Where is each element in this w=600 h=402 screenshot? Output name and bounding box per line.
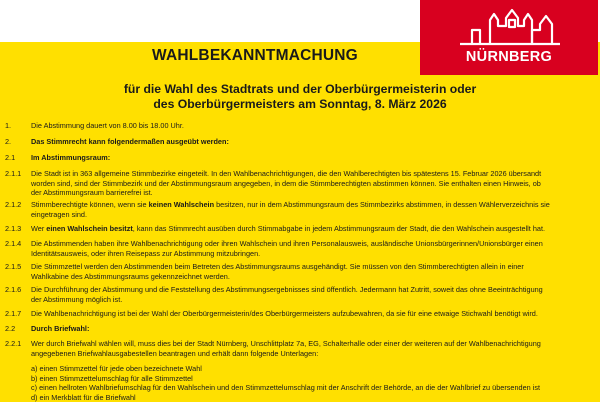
item-text [31, 285, 591, 304]
castle-icon [420, 0, 598, 48]
item-text: Durch Briefwahl: [31, 324, 591, 334]
item-text [31, 262, 591, 281]
text-line: a) einen Stimmzettel für jede oben bezeichnete Wahl [31, 364, 591, 374]
item-text [31, 339, 591, 402]
text-part: besitzen, nur in dem Abstimmungsraum des Stimmbezirks abstimmen, in dessen Wählerverzeichnis sie [214, 200, 550, 209]
text-part: Wer [31, 224, 46, 233]
item-number: 2.1.5 [5, 262, 21, 272]
logo-text: NÜRNBERG [420, 49, 598, 65]
text-part: Stimmberechtigte können, wenn sie [31, 200, 149, 209]
text-line: Identitätsausweis, oder ihren Reisepass zur Abstimmung mitzubringen. [31, 249, 591, 259]
text-part: , kann das Stimmrecht ausüben durch Stimmabgabe in jedem Abstimmungsraum der Stadt, die den Wahlschein ausgestellt hat. [133, 224, 545, 233]
item-number: 2. [5, 137, 11, 147]
item-number: 2.1 [5, 153, 15, 163]
bold-text: einen Wahlschein besitzt [46, 224, 133, 233]
item-number: 2.1.3 [5, 224, 21, 234]
text-line: d) ein Merkblatt für die Briefwahl [31, 393, 591, 402]
text-line: der Abstimmungsraum barrierefrei ist. [31, 188, 591, 198]
text-line: Die Abstimmenden haben ihre Wahlbenachrichtigung oder ihren Wahlschein und ihren Personalausweis, ausländische Unionsbürgerinnen/Unionsbürger einen [31, 239, 591, 249]
text-line: Die Stimmzettel werden den Abstimmenden beim Betreten des Abstimmungsraums ausgehändigt. Sie müssen von den Stimmberechtigten allein in einer [31, 262, 591, 272]
text-line: angegebenen Briefwahlausgabestellen beantragen und erhält dann folgende Unterlagen: [31, 349, 591, 359]
text-line: Die Durchführung der Abstimmung und die Feststellung des Abstimmungsergebnisses sind öffentlich. Jedermann hat Zutritt, soweit das ohne Beeinträchtigung [31, 285, 591, 295]
item-number: 2.1.1 [5, 169, 21, 179]
text-line: c) einen hellroten Wahlbriefumschlag für den Wahlschein und den Stimmzettelumschlag mit der Anschrift der Behörde, an die der Wahlbrief zu übersenden ist [31, 383, 591, 393]
page-title: WAHLBEKANNTMACHUNG [152, 47, 358, 65]
item-text [31, 169, 591, 198]
item-number: 2.1.7 [5, 309, 21, 319]
item-number: 1. [5, 121, 11, 131]
item-number: 2.2.1 [5, 339, 21, 349]
text-line: Wahlkabine des Abstimmungsraums gekennzeichnet werden. [31, 272, 591, 282]
subtitle-line-1: für die Wahl des Stadtrats und der Oberbürgermeisterin oder [0, 82, 600, 97]
item-text [31, 224, 591, 234]
text-line: b) einen Stimmzettelumschlag für alle Stimmzettel [31, 374, 591, 384]
item-text: Das Stimmrecht kann folgendermaßen ausgeübt werden: [31, 137, 591, 147]
item-text [31, 239, 591, 258]
item-text: Die Wahlbenachrichtigung ist bei der Wahl der Oberbürgermeisterin/des Oberbürgermeisters aufzubewahren, da sie für eine etwaige Stichwahl benötigt wird. [31, 309, 591, 319]
text-line: Wer durch Briefwahl wählen will, muss dies bei der Stadt Nürnberg, Unschlittplatz 7a, EG, Schalterhalle oder einer der weiteren auf der Wahlbenachrichtigung [31, 339, 591, 349]
item-number: 2.2 [5, 324, 15, 334]
item-text: Im Abstimmungsraum: [31, 153, 591, 163]
text-line: eingetragen sind. [31, 210, 591, 220]
subtitle [0, 82, 600, 112]
text-line: der Abstimmung möglich ist. [31, 295, 591, 305]
item-text: Die Abstimmung dauert von 8.00 bis 18.00 Uhr. [31, 121, 591, 131]
item-number: 2.1.2 [5, 200, 21, 210]
text-line: Die Stadt ist in 363 allgemeine Stimmbezirke eingeteilt. In den Wahlbenachrichtigungen, die den Wahlberechtigten bis spätestens 15. Februar 2026 übersandt [31, 169, 591, 179]
text-line: worden sind, sind der Stimmbezirk und der Abstimmungsraum angegeben, in dem die Stimmberechtigten abstimmen können. Sie enthalten einen Hinweis, ob [31, 179, 591, 189]
subtitle-line-2: des Oberbürgermeisters am Sonntag, 8. März 2026 [0, 97, 600, 112]
text-line [31, 200, 591, 210]
bold-text: keinen Wahlschein [149, 200, 214, 209]
item-number: 2.1.4 [5, 239, 21, 249]
nuernberg-logo [420, 0, 598, 75]
item-text [31, 200, 591, 219]
item-number: 2.1.6 [5, 285, 21, 295]
